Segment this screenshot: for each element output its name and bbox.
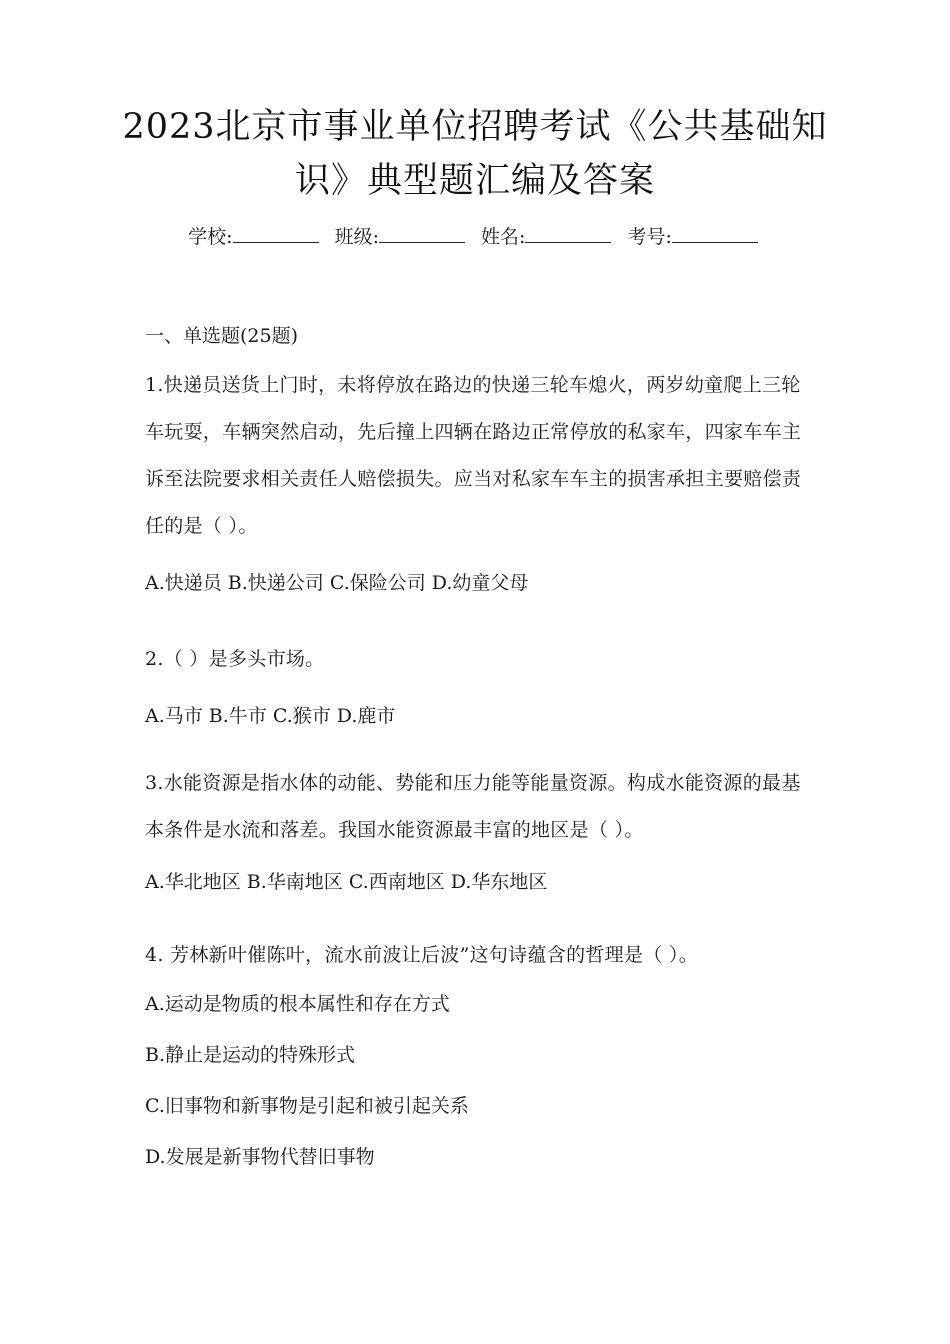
question-option: D.发展是新事物代替旧事物	[145, 1146, 375, 1168]
question-options: A.快递员 B.快递公司 C.保险公司 D.幼童父母	[145, 572, 529, 594]
fill-in-blank[interactable]	[525, 222, 611, 243]
question-3	[145, 760, 813, 906]
question-option: A.运动是物质的根本属性和存在方式	[145, 993, 450, 1015]
info-label: 班级:	[334, 226, 379, 248]
fill-in-blank[interactable]	[233, 222, 319, 243]
question-1	[145, 362, 813, 607]
info-field-exam-number	[627, 226, 761, 248]
question-option: B.静止是运动的特殊形式	[145, 1044, 356, 1066]
document-title: 2023北京市事业单位招聘考试《公共基础知识》典型题汇编及答案	[122, 107, 828, 201]
section-heading: 一、单选题(25题)	[145, 325, 299, 347]
question-stem: 3.水能资源是指水体的动能、势能和压力能等能量资源。构成水能资源的最基本条件是水流和落差。我国水能资源最丰富的地区是（ ）。	[145, 772, 801, 841]
question-stem: 4. 芳林新叶催陈叶，流水前波让后波”这句诗蕴含的哲理是（ ）。	[145, 944, 699, 966]
fill-in-blank[interactable]	[672, 222, 758, 243]
question-options: A.马市 B.牛市 C.猴市 D.鹿市	[145, 705, 396, 727]
info-field-class	[335, 226, 469, 248]
question-2	[145, 636, 813, 740]
info-label: 学校:	[188, 226, 233, 248]
fill-in-blank[interactable]	[379, 222, 465, 243]
info-label: 姓名:	[481, 226, 526, 248]
info-field-school	[188, 226, 322, 248]
question-options: A.华北地区 B.华南地区 C.西南地区 D.华东地区	[145, 871, 548, 893]
student-info-line	[0, 222, 950, 252]
question-option: C.旧事物和新事物是引起和被引起关系	[145, 1095, 469, 1117]
question-4	[145, 932, 813, 1183]
question-stem: 2.（ ）是多头市场。	[145, 648, 325, 670]
info-field-name	[481, 226, 615, 248]
question-stem: 1.快递员送货上门时，未将停放在路边的快递三轮车熄火，两岁幼童爬上三轮车玩耍，车辆突然启动，先后撞上四辆在路边正常停放的私家车，四家车车主诉至法院要求相关责任人赔偿损失。应当对私家车车主的损害承担主要赔偿责任的是（ ）。	[145, 374, 802, 537]
info-label: 考号:	[627, 226, 672, 248]
